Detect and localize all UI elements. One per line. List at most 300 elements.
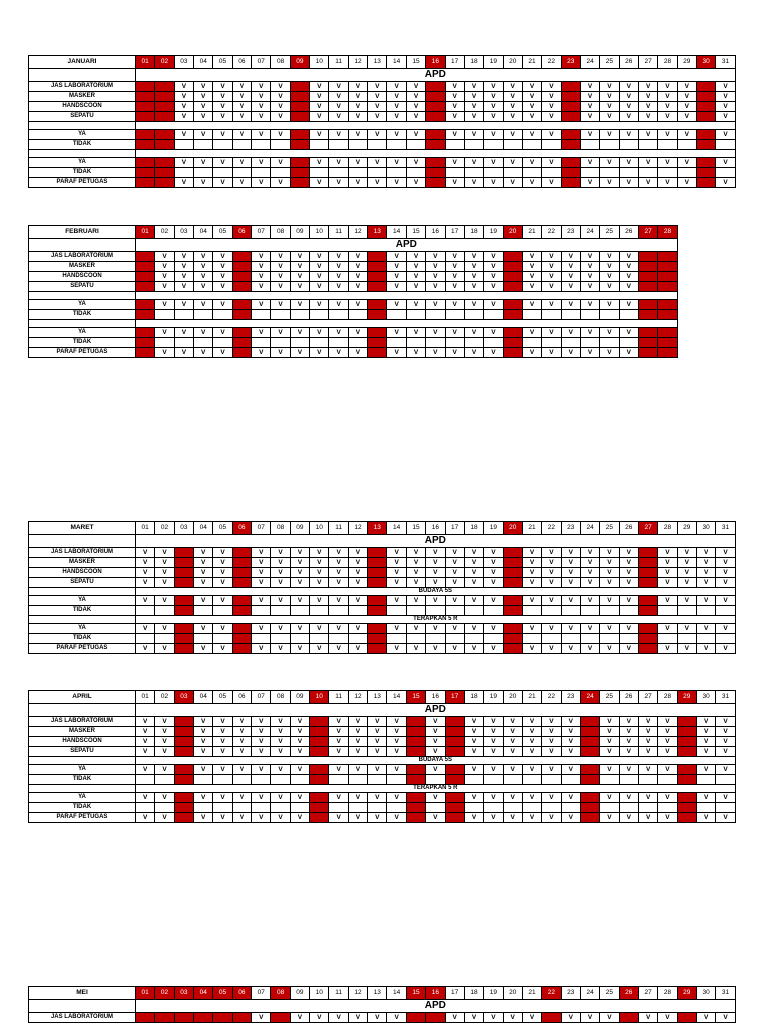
- check-mark: V: [174, 102, 193, 112]
- apd-title-row: [29, 704, 736, 717]
- check-mark: V: [406, 282, 425, 292]
- section-row-1: [29, 588, 736, 596]
- row-label: TIDAK: [29, 168, 136, 178]
- check-mark: V: [522, 813, 541, 823]
- day-number: 13: [368, 987, 387, 1000]
- check-mark: V: [232, 130, 251, 140]
- check-mark: V: [252, 328, 271, 338]
- check-mark: V: [406, 102, 425, 112]
- check-mark: V: [445, 92, 464, 102]
- empty-cell: [445, 606, 464, 616]
- check-mark: V: [329, 747, 348, 757]
- check-mark: V: [580, 158, 599, 168]
- check-mark: V: [174, 328, 193, 338]
- holiday-cell: [136, 282, 155, 292]
- check-mark: V: [406, 348, 425, 358]
- check-mark: V: [716, 765, 735, 775]
- check-mark: V: [290, 1013, 309, 1023]
- holiday-cell: [136, 112, 155, 122]
- check-mark: V: [213, 252, 232, 262]
- empty-cell: [716, 140, 735, 150]
- holiday-cell: [174, 558, 193, 568]
- day-number: 07: [252, 226, 271, 239]
- empty-cell: [658, 775, 677, 785]
- check-mark: V: [348, 793, 367, 803]
- holiday-cell: [503, 578, 522, 588]
- check-mark: V: [387, 578, 406, 588]
- holiday-cell: [271, 1013, 290, 1023]
- check-mark: V: [503, 813, 522, 823]
- holiday-cell: [174, 644, 193, 654]
- day-number: 08: [271, 691, 290, 704]
- check-mark: V: [600, 1013, 619, 1023]
- holiday-cell: [136, 252, 155, 262]
- check-mark: V: [522, 624, 541, 634]
- check-mark: V: [426, 793, 445, 803]
- holiday-cell: [638, 262, 657, 272]
- check-mark: V: [426, 644, 445, 654]
- check-mark: V: [696, 765, 715, 775]
- day-number: 25: [600, 56, 619, 69]
- check-mark: V: [484, 112, 503, 122]
- row-label: TIDAK: [29, 606, 136, 616]
- check-mark: V: [271, 130, 290, 140]
- holiday-cell: [310, 765, 329, 775]
- empty-cell: [252, 168, 271, 178]
- row-ya-2: [29, 624, 736, 634]
- check-mark: V: [329, 300, 348, 310]
- check-mark: V: [542, 737, 561, 747]
- check-mark: V: [136, 765, 155, 775]
- holiday-cell: [561, 92, 580, 102]
- row-tidak-2: [29, 803, 736, 813]
- check-mark: V: [387, 747, 406, 757]
- check-mark: V: [464, 644, 483, 654]
- check-mark: V: [464, 1013, 483, 1023]
- check-mark: V: [406, 130, 425, 140]
- day-number: 04: [194, 522, 213, 535]
- check-mark: V: [348, 252, 367, 262]
- check-mark: V: [194, 548, 213, 558]
- check-mark: V: [426, 548, 445, 558]
- empty-cell: [271, 140, 290, 150]
- check-mark: V: [522, 765, 541, 775]
- check-mark: V: [464, 596, 483, 606]
- empty-cell: [522, 803, 541, 813]
- empty-cell: [329, 634, 348, 644]
- empty-cell: [406, 310, 425, 320]
- check-mark: V: [716, 727, 735, 737]
- holiday-cell: [155, 168, 174, 178]
- check-mark: V: [484, 272, 503, 282]
- holiday-cell: [174, 606, 193, 616]
- check-mark: V: [426, 252, 445, 262]
- check-mark: V: [696, 717, 715, 727]
- check-mark: V: [445, 1013, 464, 1023]
- holiday-cell: [232, 282, 251, 292]
- empty-cell: [464, 310, 483, 320]
- day-number: 12: [348, 987, 367, 1000]
- empty-cell: [677, 634, 696, 644]
- empty-cell: [445, 634, 464, 644]
- empty-cell: [194, 634, 213, 644]
- check-mark: V: [271, 328, 290, 338]
- check-mark: V: [290, 578, 309, 588]
- check-mark: V: [484, 578, 503, 588]
- check-mark: V: [310, 82, 329, 92]
- check-mark: V: [638, 813, 657, 823]
- check-mark: V: [155, 747, 174, 757]
- check-mark: V: [716, 558, 735, 568]
- check-mark: V: [716, 596, 735, 606]
- check-mark: V: [464, 765, 483, 775]
- blank-label-cell: [29, 535, 136, 548]
- row-label: JAS LABORATORIUM: [29, 548, 136, 558]
- check-mark: V: [194, 793, 213, 803]
- check-mark: V: [445, 282, 464, 292]
- check-mark: V: [561, 558, 580, 568]
- check-mark: V: [310, 300, 329, 310]
- day-number: 17: [445, 691, 464, 704]
- check-mark: V: [290, 596, 309, 606]
- empty-cell: [310, 634, 329, 644]
- row-paraf-petugas: [29, 348, 678, 358]
- check-mark: V: [213, 272, 232, 282]
- check-mark: V: [348, 596, 367, 606]
- empty-cell: [271, 634, 290, 644]
- empty-cell: [426, 775, 445, 785]
- empty-cell: [484, 338, 503, 348]
- empty-cell: [174, 140, 193, 150]
- holiday-cell: [638, 310, 657, 320]
- section-label-cell: [29, 320, 136, 328]
- check-mark: V: [252, 813, 271, 823]
- check-mark: V: [329, 348, 348, 358]
- row-handscoon: [29, 737, 736, 747]
- check-mark: V: [696, 568, 715, 578]
- holiday-cell: [638, 338, 657, 348]
- check-mark: V: [194, 252, 213, 262]
- holiday-cell: [677, 737, 696, 747]
- empty-cell: [677, 606, 696, 616]
- check-mark: V: [619, 568, 638, 578]
- check-mark: V: [329, 578, 348, 588]
- check-mark: V: [194, 727, 213, 737]
- check-mark: V: [561, 747, 580, 757]
- check-mark: V: [290, 272, 309, 282]
- holiday-cell: [426, 168, 445, 178]
- empty-cell: [600, 168, 619, 178]
- empty-cell: [600, 803, 619, 813]
- day-number: 16: [426, 56, 445, 69]
- check-mark: V: [561, 262, 580, 272]
- check-mark: V: [658, 578, 677, 588]
- holiday-cell: [406, 717, 425, 727]
- check-mark: V: [580, 328, 599, 338]
- holiday-cell: [561, 130, 580, 140]
- check-mark: V: [542, 300, 561, 310]
- section-label-cell: [29, 785, 136, 793]
- check-mark: V: [387, 813, 406, 823]
- check-mark: V: [426, 282, 445, 292]
- check-mark: V: [600, 747, 619, 757]
- check-mark: V: [696, 1013, 715, 1023]
- check-mark: V: [136, 793, 155, 803]
- check-mark: V: [464, 568, 483, 578]
- holiday-cell: [155, 1013, 174, 1023]
- holiday-cell: [561, 168, 580, 178]
- section-label: [136, 320, 678, 328]
- month-name: FEBRUARI: [29, 226, 136, 239]
- day-number: 24: [580, 226, 599, 239]
- day-number: 28: [658, 56, 677, 69]
- empty-cell: [619, 140, 638, 150]
- holiday-cell: [503, 272, 522, 282]
- blank-label-cell: [29, 1000, 136, 1013]
- empty-cell: [677, 168, 696, 178]
- empty-cell: [136, 606, 155, 616]
- holiday-cell: [658, 282, 677, 292]
- check-mark: V: [329, 793, 348, 803]
- check-mark: V: [580, 282, 599, 292]
- check-mark: V: [522, 793, 541, 803]
- day-number: 12: [348, 522, 367, 535]
- check-mark: V: [310, 272, 329, 282]
- check-mark: V: [136, 727, 155, 737]
- day-number: 15: [406, 522, 425, 535]
- section-row-2: [29, 150, 736, 158]
- day-number: 14: [387, 691, 406, 704]
- empty-cell: [580, 140, 599, 150]
- check-mark: V: [213, 717, 232, 727]
- check-mark: V: [445, 272, 464, 282]
- check-mark: V: [406, 568, 425, 578]
- check-mark: V: [174, 82, 193, 92]
- check-mark: V: [600, 328, 619, 338]
- check-mark: V: [716, 548, 735, 558]
- row-ya-2: [29, 328, 678, 338]
- holiday-cell: [445, 717, 464, 727]
- row-tidak-1: [29, 606, 736, 616]
- holiday-cell: [290, 92, 309, 102]
- check-mark: V: [406, 112, 425, 122]
- check-mark: V: [619, 282, 638, 292]
- check-mark: V: [406, 548, 425, 558]
- empty-cell: [155, 338, 174, 348]
- check-mark: V: [600, 737, 619, 747]
- check-mark: V: [677, 178, 696, 188]
- check-mark: V: [638, 747, 657, 757]
- check-mark: V: [580, 624, 599, 634]
- holiday-cell: [310, 727, 329, 737]
- check-mark: V: [522, 644, 541, 654]
- check-mark: V: [445, 130, 464, 140]
- check-mark: V: [619, 328, 638, 338]
- holiday-cell: [677, 793, 696, 803]
- check-mark: V: [194, 262, 213, 272]
- check-mark: V: [271, 813, 290, 823]
- check-mark: V: [213, 348, 232, 358]
- empty-cell: [464, 606, 483, 616]
- check-mark: V: [658, 765, 677, 775]
- check-mark: V: [271, 793, 290, 803]
- check-mark: V: [252, 793, 271, 803]
- check-mark: V: [348, 813, 367, 823]
- check-mark: V: [677, 578, 696, 588]
- check-mark: V: [426, 568, 445, 578]
- month-name: MEI: [29, 987, 136, 1000]
- check-mark: V: [406, 328, 425, 338]
- row-masker: [29, 558, 736, 568]
- holiday-cell: [368, 348, 387, 358]
- check-mark: V: [310, 158, 329, 168]
- check-mark: V: [484, 548, 503, 558]
- check-mark: V: [232, 158, 251, 168]
- empty-cell: [155, 310, 174, 320]
- check-mark: V: [464, 158, 483, 168]
- check-mark: V: [600, 727, 619, 737]
- check-mark: V: [252, 300, 271, 310]
- day-number: 23: [561, 56, 580, 69]
- check-mark: V: [348, 568, 367, 578]
- check-mark: V: [329, 717, 348, 727]
- empty-cell: [271, 775, 290, 785]
- check-mark: V: [194, 568, 213, 578]
- check-mark: V: [406, 262, 425, 272]
- check-mark: V: [213, 102, 232, 112]
- check-mark: V: [503, 765, 522, 775]
- check-mark: V: [155, 282, 174, 292]
- holiday-cell: [677, 803, 696, 813]
- check-mark: V: [213, 82, 232, 92]
- check-mark: V: [503, 82, 522, 92]
- check-mark: V: [290, 793, 309, 803]
- empty-cell: [696, 634, 715, 644]
- holiday-cell: [426, 130, 445, 140]
- check-mark: V: [619, 747, 638, 757]
- day-number: 19: [484, 691, 503, 704]
- empty-cell: [136, 803, 155, 813]
- check-mark: V: [348, 328, 367, 338]
- check-mark: V: [290, 717, 309, 727]
- check-mark: V: [194, 624, 213, 634]
- empty-cell: [213, 803, 232, 813]
- day-number: 19: [484, 987, 503, 1000]
- check-mark: V: [696, 624, 715, 634]
- check-mark: V: [271, 252, 290, 262]
- check-mark: V: [252, 765, 271, 775]
- check-mark: V: [658, 727, 677, 737]
- check-mark: V: [368, 130, 387, 140]
- check-mark: V: [484, 596, 503, 606]
- check-mark: V: [445, 578, 464, 588]
- check-mark: V: [580, 578, 599, 588]
- check-mark: V: [155, 348, 174, 358]
- check-mark: V: [136, 568, 155, 578]
- day-number: 21: [522, 987, 541, 1000]
- check-mark: V: [136, 578, 155, 588]
- check-mark: V: [503, 747, 522, 757]
- day-number: 12: [348, 56, 367, 69]
- day-number: 25: [600, 226, 619, 239]
- check-mark: V: [561, 578, 580, 588]
- empty-cell: [290, 338, 309, 348]
- empty-cell: [484, 140, 503, 150]
- check-mark: V: [619, 548, 638, 558]
- check-mark: V: [387, 644, 406, 654]
- check-mark: V: [542, 727, 561, 737]
- holiday-cell: [580, 737, 599, 747]
- apd-title: APD: [136, 704, 736, 717]
- holiday-cell: [155, 130, 174, 140]
- check-mark: V: [406, 158, 425, 168]
- check-mark: V: [638, 92, 657, 102]
- empty-cell: [290, 775, 309, 785]
- holiday-cell: [174, 578, 193, 588]
- check-mark: V: [213, 300, 232, 310]
- day-number: 20: [503, 987, 522, 1000]
- empty-cell: [580, 606, 599, 616]
- day-number: 16: [426, 691, 445, 704]
- check-mark: V: [696, 727, 715, 737]
- holiday-cell: [503, 596, 522, 606]
- holiday-cell: [638, 596, 657, 606]
- empty-cell: [619, 775, 638, 785]
- empty-cell: [252, 775, 271, 785]
- holiday-cell: [368, 548, 387, 558]
- day-number: 12: [348, 691, 367, 704]
- empty-cell: [638, 775, 657, 785]
- holiday-cell: [136, 338, 155, 348]
- check-mark: V: [696, 793, 715, 803]
- check-mark: V: [464, 102, 483, 112]
- check-mark: V: [580, 272, 599, 282]
- holiday-cell: [503, 338, 522, 348]
- holiday-cell: [580, 717, 599, 727]
- check-mark: V: [252, 178, 271, 188]
- holiday-cell: [406, 775, 425, 785]
- holiday-cell: [232, 596, 251, 606]
- check-mark: V: [619, 558, 638, 568]
- check-mark: V: [638, 112, 657, 122]
- holiday-cell: [677, 727, 696, 737]
- check-mark: V: [658, 158, 677, 168]
- check-mark: V: [580, 262, 599, 272]
- empty-cell: [406, 634, 425, 644]
- day-number: 01: [136, 522, 155, 535]
- check-mark: V: [232, 747, 251, 757]
- check-mark: V: [387, 717, 406, 727]
- check-mark: V: [580, 92, 599, 102]
- empty-cell: [522, 168, 541, 178]
- empty-cell: [329, 338, 348, 348]
- row-tidak-2: [29, 634, 736, 644]
- check-mark: V: [329, 272, 348, 282]
- check-mark: V: [194, 272, 213, 282]
- check-mark: V: [406, 178, 425, 188]
- row-tidak-2: [29, 338, 678, 348]
- check-mark: V: [561, 282, 580, 292]
- check-mark: V: [600, 178, 619, 188]
- empty-cell: [387, 168, 406, 178]
- holiday-cell: [638, 568, 657, 578]
- check-mark: V: [155, 252, 174, 262]
- check-mark: V: [368, 747, 387, 757]
- empty-cell: [348, 606, 367, 616]
- check-mark: V: [484, 348, 503, 358]
- holiday-cell: [368, 262, 387, 272]
- day-number: 08: [271, 226, 290, 239]
